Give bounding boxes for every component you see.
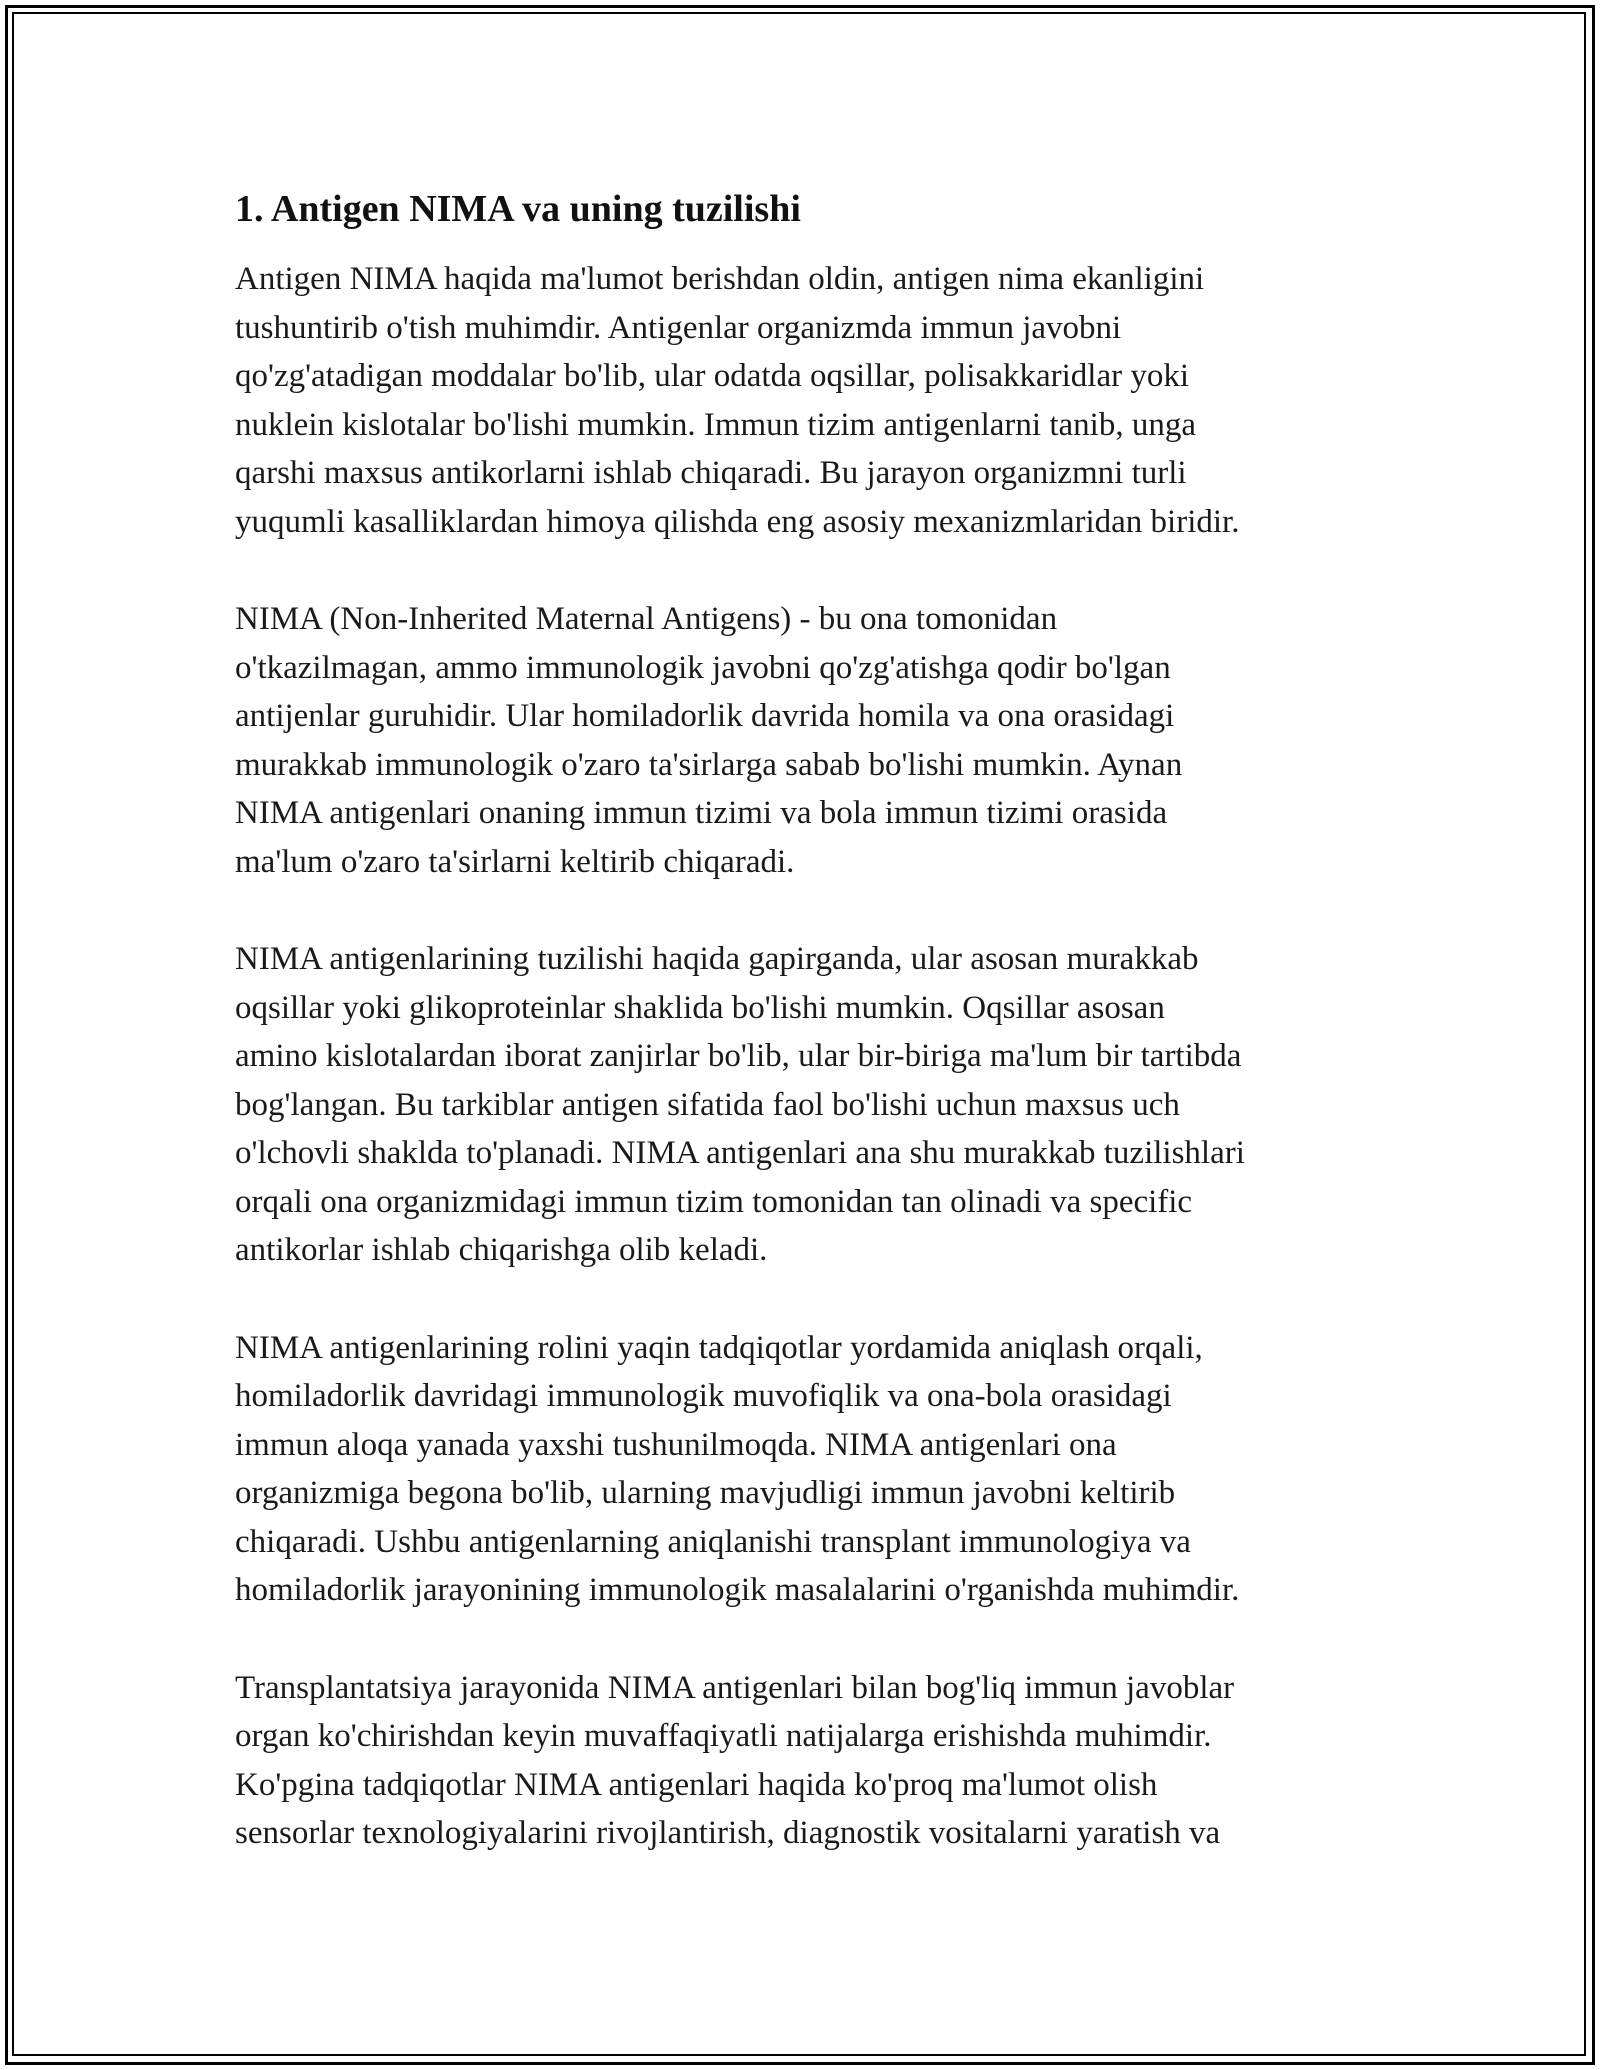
- paragraph-line: Transplantatsiya jarayonida NIMA antigenlari bilan bog'liq immun javoblar: [235, 1669, 1235, 1706]
- paragraph-line: NIMA antigenlari onaning immun tizimi va bola immun tizimi orasida: [235, 795, 1168, 831]
- paragraph-line: Ko'pgina tadqiqotlar NIMA antigenlari haqida ko'proq ma'lumot olish: [235, 1766, 1158, 1803]
- paragraph-line: oqsillar yoki glikoproteinlar shaklida bo'lishi mumkin. Oqsillar asosan: [235, 989, 1165, 1026]
- paragraph-nima-role: [235, 1324, 1375, 1615]
- paragraph-line: qarshi maxsus antikorlarni ishlab chiqaradi. Bu jarayon organizmni turli: [235, 455, 1187, 491]
- paragraph-line: NIMA (Non-Inherited Maternal Antigens) - bu ona tomonidan: [235, 601, 1058, 637]
- paragraph-line: murakkab immunologik o'zaro ta'sirlarga sabab bo'lishi mumkin. Aynan: [235, 746, 1183, 783]
- paragraph-nima-definition: [235, 595, 1375, 886]
- paragraph-line: sensorlar texnologiyalarini rivojlantirish, diagnostik vositalarni yaratish va: [235, 1815, 1221, 1851]
- paragraph-antigen-definition: [235, 255, 1375, 546]
- paragraph-line: homiladorlik jarayonining immunologik masalalarini o'rganishda muhimdir.: [235, 1572, 1240, 1608]
- section-heading: 1. Antigen NIMA va uning tuzilishi: [235, 188, 801, 230]
- paragraph-line: o'lchovli shaklda to'planadi. NIMA antigenlari ana shu murakkab tuzilishlari: [235, 1135, 1245, 1171]
- paragraph-line: qo'zg'atadigan moddalar bo'lib, ular odatda oqsillar, polisakkaridlar yoki: [235, 358, 1190, 394]
- paragraph-transplantation: [235, 1664, 1375, 1858]
- paragraph-line: Antigen NIMA haqida ma'lumot berishdan oldin, antigen nima ekanligini: [235, 261, 1205, 297]
- paragraph-line: orqali ona organizmidagi immun tizim tomonidan tan olinadi va specific: [235, 1183, 1193, 1220]
- paragraph-line: nuklein kislotalar bo'lishi mumkin. Immun tizim antigenlarni tanib, unga: [235, 406, 1196, 443]
- document-body: [235, 185, 1375, 1907]
- paragraph-line: NIMA antigenlarining tuzilishi haqida gapirganda, ular asosan murakkab: [235, 941, 1199, 977]
- paragraph-line: chiqaradi. Ushbu antigenlarning aniqlanishi transplant immunologiya va: [235, 1523, 1191, 1560]
- paragraph-line: immun aloqa yanada yaxshi tushunilmoqda. NIMA antigenlari ona: [235, 1426, 1117, 1463]
- paragraph-line: amino kislotalardan iborat zanjirlar bo'lib, ular bir-biriga ma'lum bir tartibda: [235, 1038, 1242, 1074]
- paragraph-line: ma'lum o'zaro ta'sirlarni keltirib chiqaradi.: [235, 843, 795, 880]
- paragraph-line: NIMA antigenlarining rolini yaqin tadqiqotlar yordamida aniqlash orqali,: [235, 1329, 1203, 1366]
- paragraph-line: homiladorlik davridagi immunologik muvofiqlik va ona-bola orasidagi: [235, 1378, 1172, 1414]
- paragraph-nima-structure: [235, 935, 1375, 1275]
- paragraph-line: antikorlar ishlab chiqarishga olib keladi.: [235, 1232, 768, 1268]
- paragraph-line: organ ko'chirishdan keyin muvaffaqiyatli natijalarga erishishda muhimdir.: [235, 1718, 1212, 1754]
- paragraph-line: yuqumli kasalliklardan himoya qilishda eng asosiy mexanizmlaridan biridir.: [235, 503, 1240, 540]
- paragraph-line: bog'langan. Bu tarkiblar antigen sifatida faol bo'lishi uchun maxsus uch: [235, 1086, 1180, 1123]
- paragraph-line: antijenlar guruhidir. Ular homiladorlik davrida homila va ona orasidagi: [235, 698, 1175, 734]
- paragraph-line: tushuntirib o'tish muhimdir. Antigenlar organizmda immun javobni: [235, 309, 1122, 346]
- paragraph-line: o'tkazilmagan, ammo immunologik javobni qo'zg'atishga qodir bo'lgan: [235, 649, 1171, 686]
- paragraph-line: organizmiga begona bo'lib, ularning mavjudligi immun javobni keltirib: [235, 1475, 1176, 1511]
